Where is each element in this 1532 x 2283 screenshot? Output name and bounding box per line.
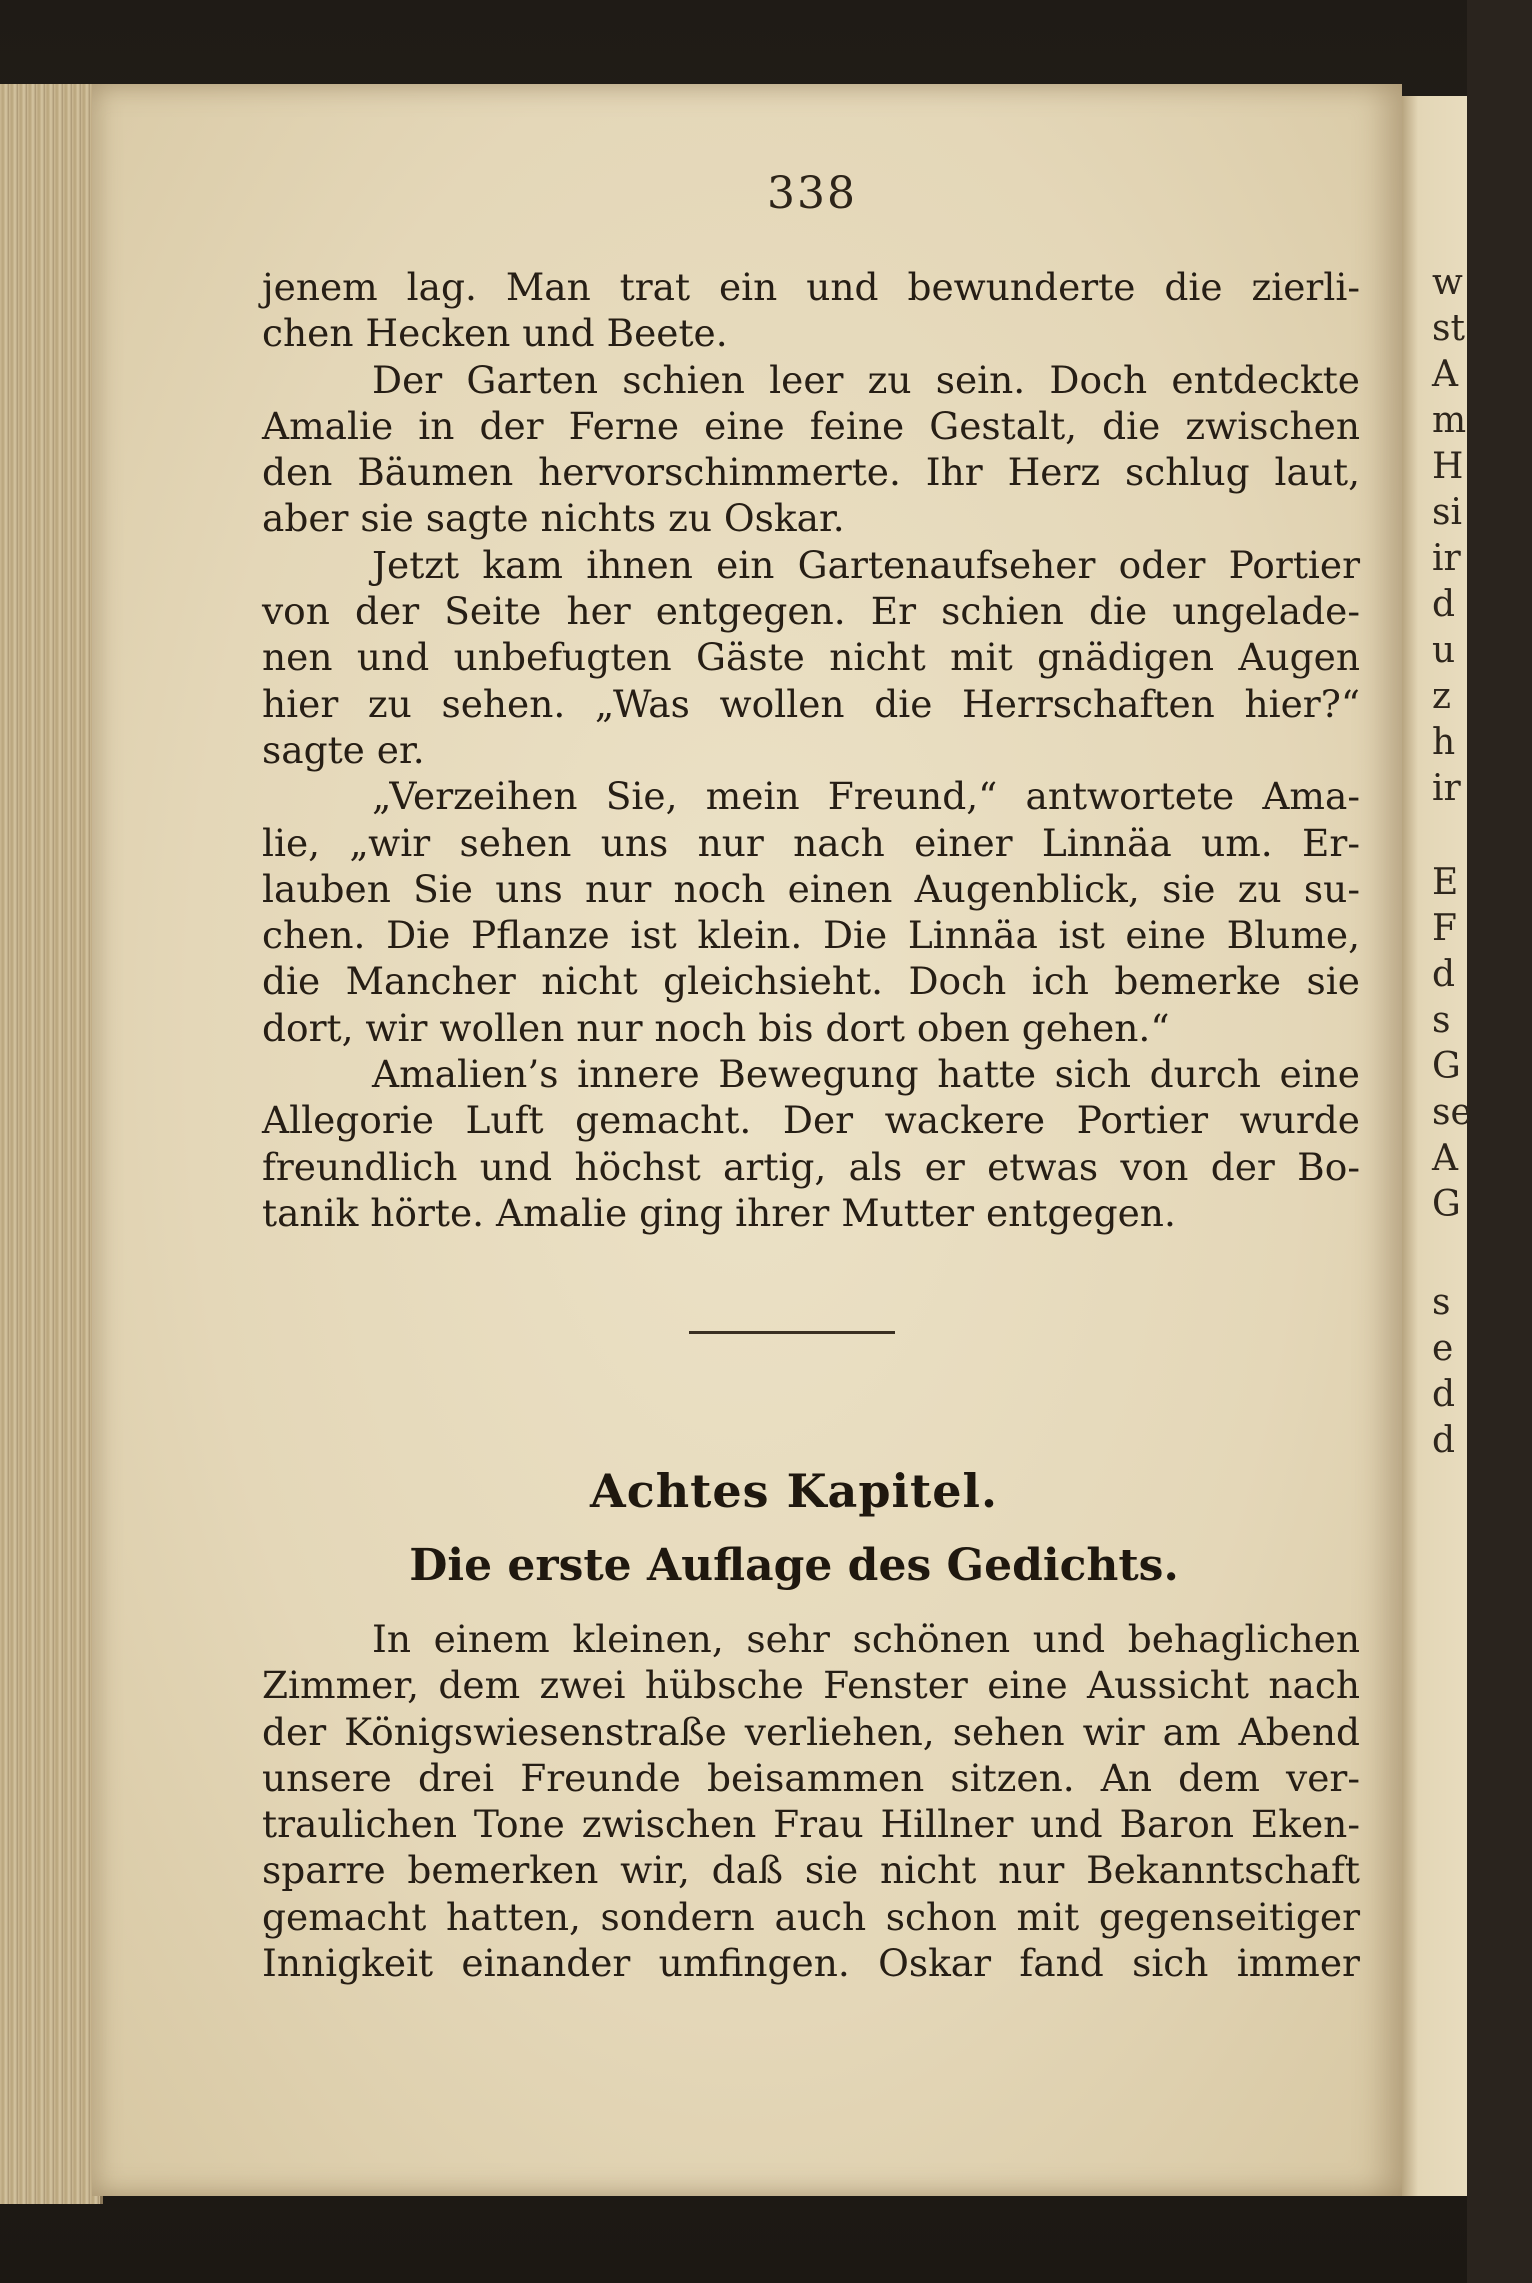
text-line: chen. Die Pflanze ist klein. Die Linnäa ist eine Blume, (262, 913, 1360, 958)
text-line: von der Seite her entgegen. Er schien die ungelade- (262, 589, 1360, 634)
text-line: aber sie sagte nichts zu Oskar. (262, 496, 845, 541)
facing-page-fragment: ir (1432, 538, 1461, 579)
text-line: Jetzt kam ihnen ein Gartenaufseher oder Portier (372, 542, 1360, 587)
facing-page-fragment: G (1432, 1184, 1461, 1225)
text-line: die Mancher nicht gleichsieht. Doch ich bemerke sie (262, 959, 1360, 1004)
text-line: der Königswiesenstraße verliehen, sehen wir am Abend (262, 1709, 1360, 1754)
facing-page-fragment: E (1432, 862, 1459, 903)
facing-page-fragment: d (1432, 1420, 1456, 1461)
facing-page-fragment: d (1432, 584, 1456, 625)
facing-page-fragment: se (1432, 1092, 1472, 1133)
passage-before-chapter (262, 264, 1360, 1236)
text-line: tanik hörte. Amalie ging ihrer Mutter entgegen. (262, 1190, 1176, 1235)
facing-page-fragment: d (1432, 1374, 1456, 1415)
text-line: Zimmer, dem zwei hübsche Fenster eine Aussicht nach (262, 1663, 1360, 1708)
text-line: Allegorie Luft gemacht. Der wackere Portier wurde (262, 1098, 1360, 1143)
text-line: sparre bemerken wir, daß sie nicht nur Bekanntschaft (262, 1848, 1360, 1893)
facing-page-fragment: m (1432, 400, 1467, 441)
text-line: Innigkeit einander umfingen. Oskar fand sich immer (262, 1941, 1360, 1986)
text-line: unsere drei Freunde beisammen sitzen. An dem ver- (262, 1755, 1360, 1800)
passage-chapter-opening (262, 1616, 1360, 1986)
text-line: traulichen Tone zwischen Frau Hillner und Baron Eken- (262, 1802, 1360, 1847)
text-line: chen Hecken und Beete. (262, 311, 728, 356)
text-line: gemacht hatten, sondern auch schon mit gegenseitiger (262, 1894, 1360, 1939)
facing-page-fragment: ir (1432, 768, 1461, 809)
section-divider (689, 1331, 895, 1334)
text-line: Amalien’s innere Bewegung hatte sich durch eine (372, 1052, 1360, 1097)
facing-page-fragment: G (1432, 1046, 1461, 1087)
text-line: Der Garten schien leer zu sein. Doch entdeckte (372, 357, 1360, 402)
text-line: In einem kleinen, sehr schönen und behaglichen (372, 1617, 1360, 1661)
text-line: sagte er. (262, 727, 425, 772)
facing-page-fragment: h (1432, 722, 1456, 763)
text-line: dort, wir wollen nur noch bis dort oben gehen.“ (262, 1005, 1170, 1050)
text-line: jenem lag. Man trat ein und bewunderte die zierli- (262, 265, 1360, 309)
book-page-edges (0, 84, 103, 2204)
text-line: „Verzeihen Sie, mein Freund,“ antwortete Ama- (372, 774, 1360, 819)
facing-page (1402, 96, 1472, 2196)
text-line: lauben Sie uns nur noch einen Augenblick, sie zu su- (262, 866, 1360, 911)
text-line: den Bäumen hervorschimmerte. Ihr Herz schlug laut, (262, 450, 1360, 495)
facing-page-fragment: e (1432, 1328, 1454, 1369)
text-line: freundlich und höchst artig, als er etwas von der Bo- (262, 1144, 1360, 1189)
facing-page-fragment: u (1432, 630, 1456, 671)
facing-page-fragment: A (1432, 1138, 1458, 1179)
page-number: 338 (767, 168, 857, 219)
facing-page-fragment: s (1432, 1282, 1451, 1323)
facing-page-fragment: z (1432, 676, 1451, 717)
text-line: lie, „wir sehen uns nur nach einer Linnäa um. Er- (262, 820, 1360, 865)
text-line: nen und unbefugten Gäste nicht mit gnädigen Augen (262, 635, 1360, 680)
facing-page-fragment: F (1432, 908, 1457, 949)
text-line: hier zu sehen. „Was wollen die Herrschaften hier?“ (262, 681, 1360, 726)
text-line: Amalie in der Ferne eine feine Gestalt, die zwischen (262, 403, 1360, 448)
facing-page-fragment: w (1432, 262, 1463, 303)
facing-page-fragment: A (1432, 354, 1458, 395)
chapter-subtitle: Die erste Auflage des Gedichts. (409, 1540, 1179, 1591)
facing-page-fragment: s (1432, 1000, 1451, 1041)
facing-page-fragment: d (1432, 954, 1456, 995)
facing-page-fragment: si (1432, 492, 1462, 533)
chapter-title: Achtes Kapitel. (590, 1464, 998, 1518)
facing-page-fragment: st (1432, 308, 1465, 349)
facing-page-fragment: H (1432, 446, 1464, 487)
